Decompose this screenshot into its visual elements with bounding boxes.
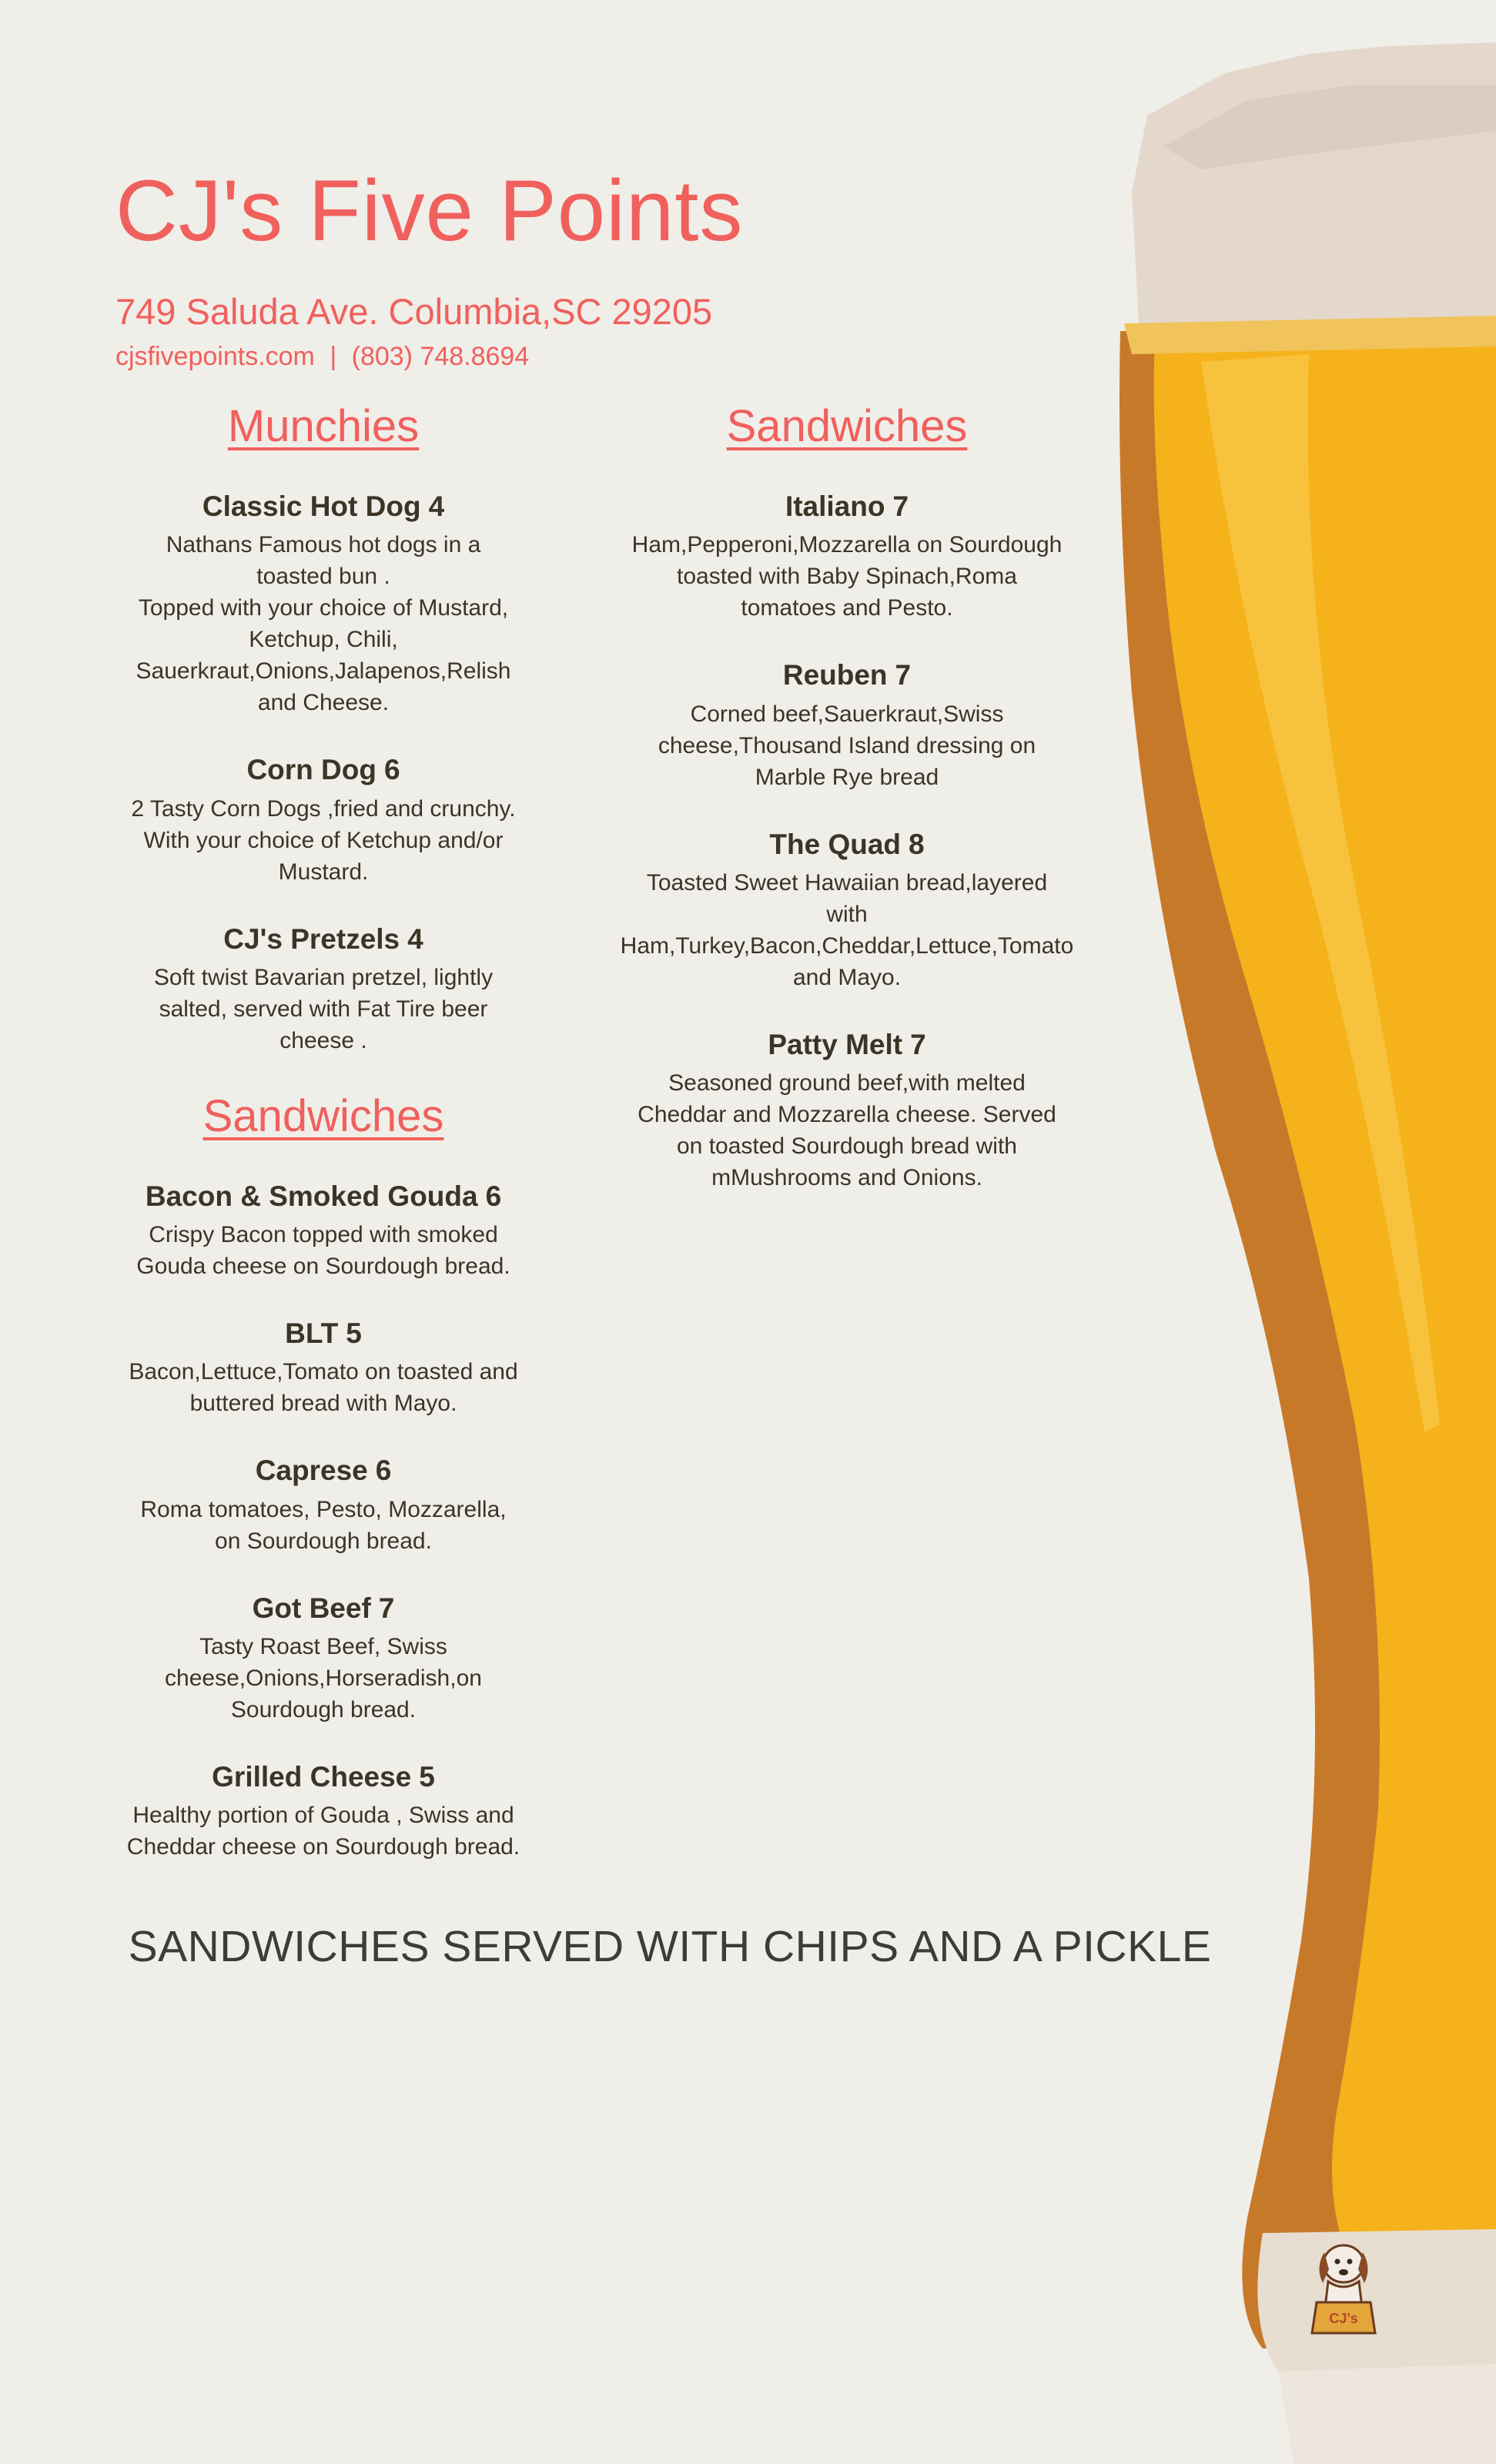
menu-item-price: 5 <box>346 1317 362 1349</box>
description-line: with <box>826 901 868 927</box>
menu-item-price: 7 <box>378 1592 395 1624</box>
menu-item-name: Classic Hot Dog <box>202 490 421 522</box>
menu-item-description <box>96 1494 551 1557</box>
logo-text: CJ's <box>1329 2311 1358 2326</box>
description-line: and Mayo. <box>792 964 902 990</box>
description-line: Ham,Turkey,Bacon,Cheddar,Lettuce,Tomato <box>620 932 1074 959</box>
menu-item-description <box>601 1067 1093 1194</box>
menu-item-name: The Quad <box>769 828 902 860</box>
menu-item <box>96 1453 551 1556</box>
header <box>115 163 743 372</box>
menu-item-name: Caprese <box>255 1455 368 1487</box>
description-line: Marble Rye bread <box>755 764 939 790</box>
menu-item-heading <box>601 827 1093 862</box>
munchies-list <box>96 489 551 1056</box>
menu-item-description <box>96 529 551 718</box>
menu-item <box>96 1316 551 1419</box>
menu-item-name: Corn Dog <box>246 754 377 786</box>
description-line: Cheddar and Mozzarella cheese. Served <box>638 1102 1056 1127</box>
description-line: Gouda cheese on Sourdough bread. <box>136 1254 510 1279</box>
description-line: Bacon,Lettuce,Tomato on toasted and <box>129 1359 518 1385</box>
right-column <box>601 400 1093 1227</box>
section-title-sandwiches-right: Sandwiches <box>726 401 968 451</box>
description-line: on Sourdough bread. <box>215 1528 432 1554</box>
menu-item-price: 7 <box>910 1028 926 1060</box>
menu-item-price: 7 <box>895 659 912 691</box>
description-line: Topped with your choice of Mustard, <box>138 595 509 621</box>
menu-item-price: 4 <box>407 922 423 955</box>
section-title-munchies: Munchies <box>227 401 420 451</box>
menu-item-price: 4 <box>428 490 445 522</box>
menu-item-description <box>601 529 1093 624</box>
menu-item-heading <box>96 1453 551 1488</box>
description-line: With your choice of Ketchup and/or <box>143 827 504 853</box>
menu-item-price: 6 <box>485 1180 502 1212</box>
description-line: buttered bread with Mayo. <box>189 1391 457 1417</box>
description-line: toasted bun . <box>256 564 390 590</box>
description-line: Mustard. <box>278 859 369 885</box>
menu-item-name: Grilled Cheese <box>212 1760 412 1793</box>
menu-item-heading <box>601 1027 1093 1063</box>
description-line: Nathans Famous hot dogs in a <box>166 532 481 558</box>
menu-item-price: 6 <box>383 754 400 786</box>
description-line: Tasty Roast Beef, Swiss <box>199 1633 447 1659</box>
menu-item <box>601 658 1093 792</box>
menu-item-description <box>96 1631 551 1726</box>
menu-item-price: 6 <box>375 1455 392 1487</box>
menu-item-name: Bacon & Smoked Gouda <box>145 1180 478 1212</box>
menu-item-name: Italiano <box>785 490 885 522</box>
section-title-sandwiches-left: Sandwiches <box>202 1090 444 1141</box>
menu-item-description <box>96 1356 551 1419</box>
menu-item-name: BLT <box>285 1317 339 1349</box>
menu-item-price: 5 <box>419 1760 435 1793</box>
menu-item-description <box>601 867 1093 993</box>
contact-line <box>115 342 743 372</box>
menu-item-description <box>96 1799 551 1863</box>
description-line: Roma tomatoes, Pesto, Mozzarella, <box>140 1496 507 1522</box>
menu-item-name: CJ's Pretzels <box>223 922 400 955</box>
menu-item <box>96 752 551 887</box>
description-line: cheese,Onions,Horseradish,on <box>165 1665 482 1691</box>
menu-item <box>96 1179 551 1282</box>
menu-item <box>96 489 551 718</box>
restaurant-title: CJ's Five Points <box>115 162 744 259</box>
description-line: tomatoes and Pesto. <box>741 595 953 621</box>
description-line: Crispy Bacon topped with smoked <box>149 1222 498 1247</box>
menu-item-heading <box>96 1316 551 1351</box>
description-line: and Cheese. <box>257 690 390 716</box>
description-line: cheese,Thousand Island dressing on <box>658 732 1036 758</box>
description-line: cheese . <box>279 1027 367 1053</box>
menu-item-price: 7 <box>892 490 909 522</box>
separator: | <box>330 342 337 372</box>
menu-item-heading <box>601 658 1093 693</box>
description-line: Soft twist Bavarian pretzel, lightly <box>153 964 494 990</box>
description-line: Corned beef,Sauerkraut,Swiss <box>690 701 1004 727</box>
description-line: 2 Tasty Corn Dogs ,fried and crunchy. <box>131 795 516 822</box>
description-line: salted, served with Fat Tire beer <box>159 996 488 1022</box>
sandwiches-list-left <box>96 1179 551 1863</box>
description-line: toasted with Baby Spinach,Roma <box>677 564 1017 590</box>
menu-item-heading <box>96 922 551 957</box>
menu-item-description <box>96 962 551 1056</box>
menu-item <box>601 827 1093 993</box>
description-line: Ham,Pepperoni,Mozzarella on Sourdough <box>631 532 1063 558</box>
menu-item-price: 8 <box>909 828 925 860</box>
sandwiches-list-right <box>601 489 1093 1194</box>
footer-note: SANDWICHES SERVED WITH CHIPS AND A PICKLE <box>128 1922 1212 1971</box>
menu-item-name: Got Beef <box>252 1592 371 1624</box>
description-line: Toasted Sweet Hawaiian bread,layered <box>646 869 1048 896</box>
menu-item-description <box>96 1219 551 1282</box>
phone-number[interactable]: (803) 748.8694 <box>351 342 530 372</box>
menu-item-heading <box>96 489 551 524</box>
description-line: Healthy portion of Gouda , Swiss and <box>132 1803 514 1828</box>
menu-item <box>601 1027 1093 1194</box>
menu-item-name: Patty Melt <box>768 1028 903 1060</box>
menu-item-heading <box>96 752 551 788</box>
menu-item <box>96 922 551 1056</box>
menu-item-description <box>96 793 551 888</box>
menu-item-heading <box>601 489 1093 524</box>
description-line: on toasted Sourdough bread with <box>677 1133 1017 1159</box>
menu-item-heading <box>96 1179 551 1214</box>
address: 749 Saluda Ave. Columbia,SC 29205 <box>115 291 713 333</box>
description-line: Seasoned ground beef,with melted <box>668 1070 1026 1096</box>
menu-item-heading <box>96 1591 551 1626</box>
dog-logo-icon <box>1301 2229 1386 2352</box>
description-line: Cheddar cheese on Sourdough bread. <box>126 1834 520 1860</box>
menu-item-description <box>601 698 1093 793</box>
menu-item <box>96 1591 551 1726</box>
description-line: Ketchup, Chili, <box>249 627 398 653</box>
description-line: Sauerkraut,Onions,Jalapenos,Relish <box>136 658 511 685</box>
left-column <box>96 400 551 1897</box>
menu-item <box>96 1759 551 1863</box>
menu-item <box>601 489 1093 624</box>
website-link[interactable]: cjsfivepoints.com <box>115 342 315 372</box>
menu-item-name: Reuben <box>782 659 888 691</box>
description-line: mMushrooms and Onions. <box>711 1165 982 1190</box>
description-line: Sourdough bread. <box>230 1696 417 1722</box>
menu-item-heading <box>96 1759 551 1795</box>
